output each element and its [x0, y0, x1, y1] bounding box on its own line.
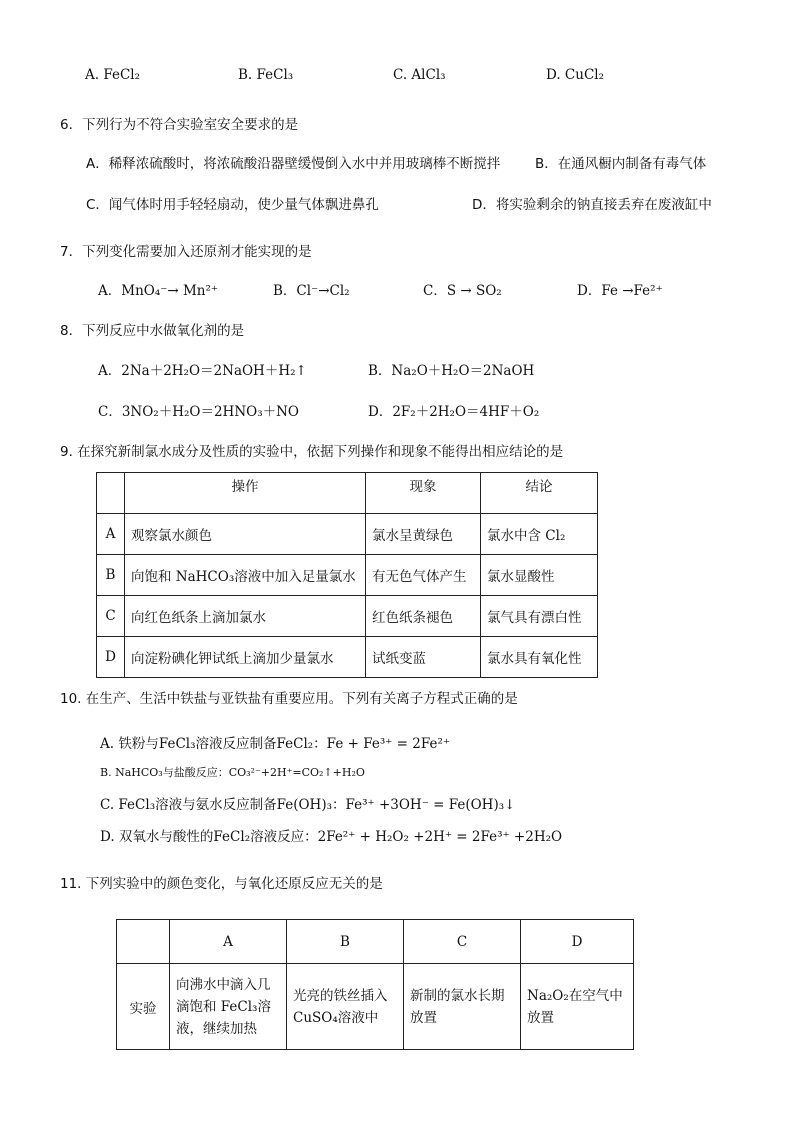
table-cell: 氯水呈黄绿色 — [366, 514, 481, 555]
question-7-option-b: B．Cl⁻→Cl₂ — [273, 283, 350, 299]
table-header-cell — [97, 473, 125, 514]
table-header-cell: 操作 — [125, 473, 366, 514]
question-7-option-a: A．MnO₄⁻→ Mn²⁺ — [98, 283, 219, 299]
table-cell: 光亮的铁丝插入CuSO₄溶液中 — [287, 964, 404, 1050]
option-b: B. FeCl₃ — [238, 67, 294, 83]
question-11-stem: 11. 下列实验中的颜色变化，与氧化还原反应无关的是 — [60, 876, 383, 892]
question-11-table — [116, 919, 634, 1050]
table-cell: 氯水中含 Cl₂ — [481, 514, 598, 555]
question-6-option-c: C．闻气体时用手轻轻扇动，使少量气体飘进鼻孔 — [86, 197, 379, 213]
table-row — [97, 555, 598, 596]
table-cell: 观察氯水颜色 — [125, 514, 366, 555]
table-row — [97, 514, 598, 555]
question-9-stem: 9. 在探究新制氯水成分及性质的实验中，依据下列操作和现象不能得出相应结论的是 — [60, 444, 564, 460]
table-cell: 红色纸条褪色 — [366, 596, 481, 637]
table-cell: 向淀粉碘化钾试纸上滴加少量氯水 — [125, 637, 366, 678]
question-7-stem: 7．下列变化需要加入还原剂才能实现的是 — [60, 244, 312, 260]
question-7-option-c: C．S → SO₂ — [423, 283, 502, 299]
question-8-stem: 8．下列反应中水做氧化剂的是 — [60, 323, 245, 339]
table-cell: C — [97, 596, 125, 637]
table-cell: 有无色气体产生 — [366, 555, 481, 596]
question-8-option-b: B．Na₂O＋H₂O＝2NaOH — [368, 363, 535, 379]
question-8-option-c: C．3NO₂＋H₂O＝2HNO₃＋NO — [98, 404, 299, 420]
table-header-cell: 结论 — [481, 473, 598, 514]
table-cell: B — [97, 555, 125, 596]
table-header-cell: C — [404, 920, 521, 964]
table-cell: Na₂O₂在空气中放置 — [521, 964, 634, 1050]
table-header-cell: D — [521, 920, 634, 964]
table-cell: D — [97, 637, 125, 678]
table-cell: 向饱和 NaHCO₃溶液中加入足量氯水 — [125, 555, 366, 596]
table-header-cell: 现象 — [366, 473, 481, 514]
option-a: A. FeCl₂ — [85, 67, 141, 83]
question-6-stem: 6．下列行为不符合实验室安全要求的是 — [60, 117, 299, 133]
question-10-option-c: C. FeCl₃溶液与氨水反应制备Fe(OH)₃：Fe³⁺ +3OH⁻ = Fe(OH)₃↓ — [100, 797, 516, 813]
question-8-option-d: D．2F₂＋2H₂O＝4HF＋O₂ — [368, 404, 540, 420]
table-header-cell — [117, 920, 170, 964]
question-6-option-a: A．稀释浓硫酸时，将浓硫酸沿器壁缓慢倒入水中并用玻璃棒不断搅拌 — [86, 156, 501, 172]
question-10-stem: 10. 在生产、生活中铁盐与亚铁盐有重要应用。下列有关离子方程式正确的是 — [60, 691, 518, 707]
table-row — [117, 964, 634, 1050]
question-6-option-b: B．在通风橱内制备有毒气体 — [535, 156, 707, 172]
table-cell: 试纸变蓝 — [366, 637, 481, 678]
table-cell: 氯水具有氧化性 — [481, 637, 598, 678]
question-10-option-d: D. 双氧水与酸性的FeCl₂溶液反应：2Fe²⁺ + H₂O₂ +2H⁺ = 2Fe³⁺ +2H₂O — [100, 829, 563, 845]
question-6-option-d: D．将实验剩余的钠直接丢弃在废液缸中 — [472, 197, 712, 213]
question-10-option-b: B. NaHCO₃与盐酸反应：CO₃²⁻+2H⁺=CO₂↑+H₂O — [100, 766, 365, 779]
table-header-cell: B — [287, 920, 404, 964]
question-10-option-a: A. 铁粉与FeCl₃溶液反应制备FeCl₂：Fe + Fe³⁺ = 2Fe²⁺ — [100, 736, 450, 752]
question-8-option-a: A．2Na＋2H₂O＝2NaOH＋H₂↑ — [98, 363, 307, 379]
table-cell: 向沸水中滴入几滴饱和 FeCl₃溶液，继续加热 — [170, 964, 287, 1050]
table-cell: A — [97, 514, 125, 555]
table-header-cell: A — [170, 920, 287, 964]
question-9-table — [96, 472, 598, 678]
table-cell: 氯气具有漂白性 — [481, 596, 598, 637]
question-7-option-d: D．Fe →Fe²⁺ — [577, 283, 663, 299]
option-d: D. CuCl₂ — [546, 67, 605, 83]
option-c: C. AlCl₃ — [393, 67, 446, 83]
table-cell: 氯水显酸性 — [481, 555, 598, 596]
table-row — [97, 637, 598, 678]
table-row-label: 实验 — [117, 964, 170, 1050]
table-row — [97, 596, 598, 637]
table-cell: 新制的氯水长期放置 — [404, 964, 521, 1050]
table-cell: 向红色纸条上滴加氯水 — [125, 596, 366, 637]
